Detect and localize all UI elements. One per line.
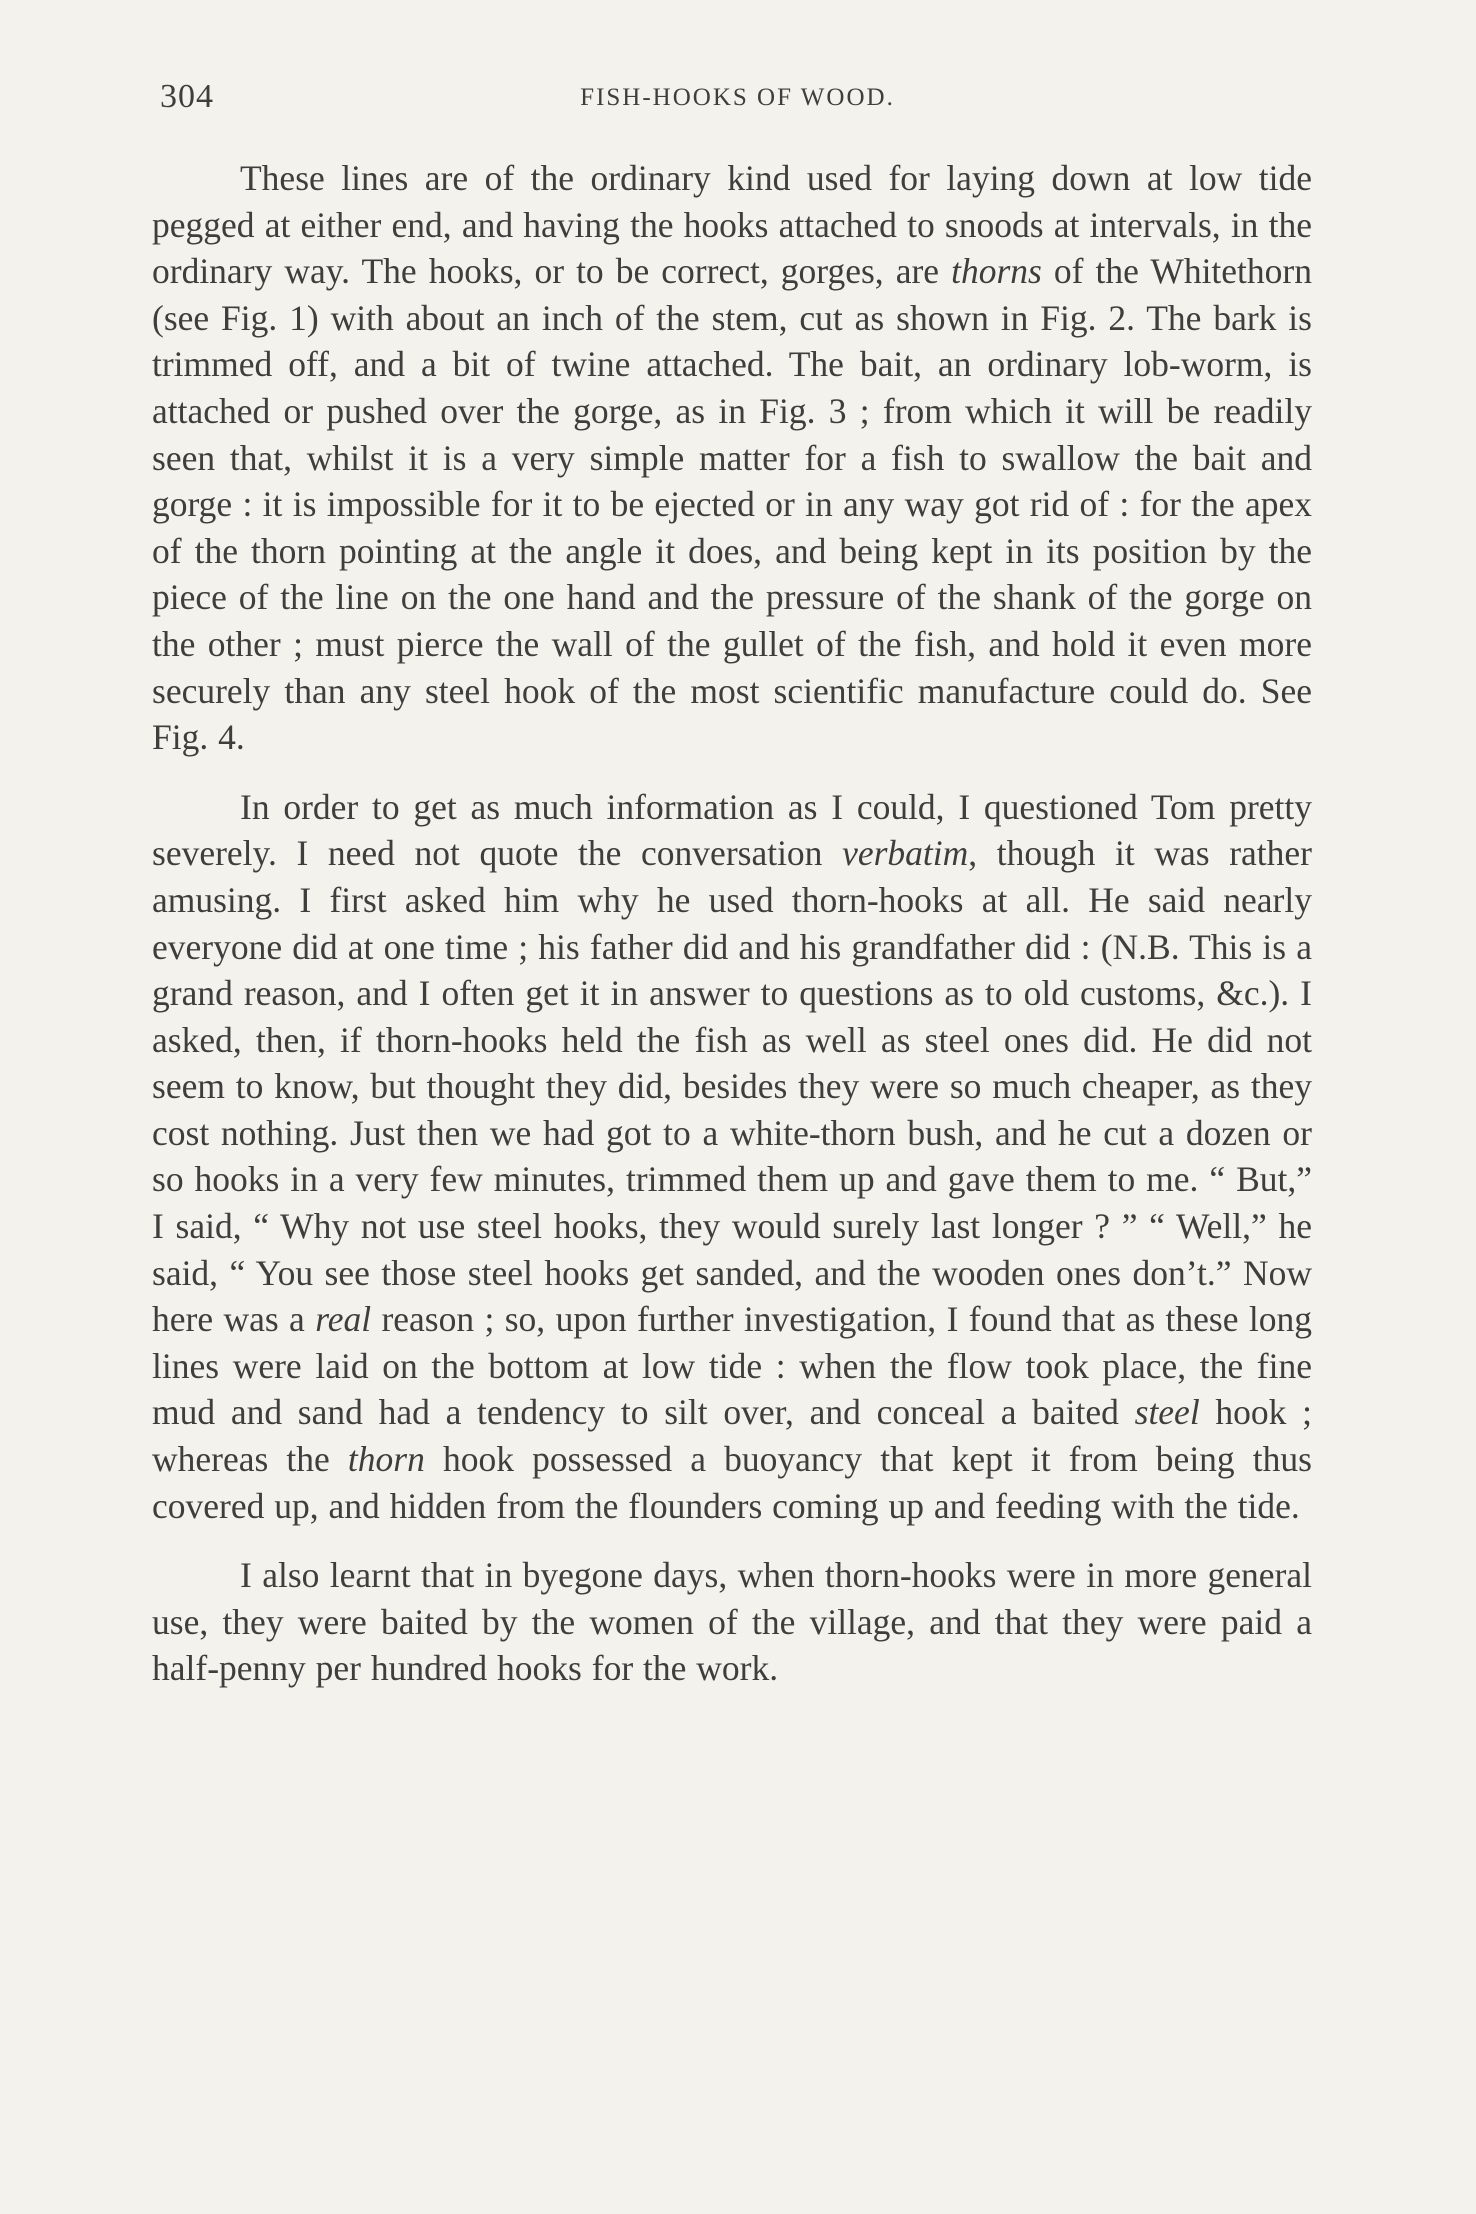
- italic-word: thorns: [951, 251, 1042, 292]
- page-header: [160, 78, 1315, 128]
- body-text: [152, 155, 1312, 1692]
- italic-word: verbatim: [842, 833, 969, 874]
- paragraph-1: [152, 155, 1312, 761]
- text-segment: hook possessed a buoyancy that kept it from being thus covered up, and hidden from the flounders coming up and feeding with the tide.: [152, 1439, 1312, 1526]
- text-segment: These lines are of the ordinary kind used for laying down at low tide pegged at either end, and having the hooks attached to snoods at intervals, in the ordinary way. The hooks, or to be correct, gorges, are: [152, 158, 1312, 292]
- paragraph-2: [152, 784, 1312, 1530]
- running-head: FISH-HOOKS OF WOOD.: [580, 84, 895, 111]
- paragraph-3: [152, 1552, 1312, 1692]
- italic-word: thorn: [347, 1439, 425, 1480]
- text-segment: reason ; so, upon further investigation, I found that as these long lines were laid on the bottom at low tide : when the flow took place, the fine mud and sand had a tendency to silt over, and conceal a baited: [152, 1299, 1312, 1433]
- italic-word: real: [315, 1299, 372, 1340]
- text-segment: of the Whitethorn (see Fig. 1) with about an inch of the stem, cut as shown in Fig. 2. The bark is trimmed off, and a bit of twine attached. The bait, an ordinary lob-worm, is attached or pushed over the gorge, as in Fig. 3 ; from which it will be readily seen that, whilst it is a very simple matter for a fish to swallow the bait and gorge : it is impossible for it to be ejected or in any way got rid of : for the apex of the thorn pointing at the angle it does, and being kept in its position by the piece of the line on the one hand and the pressure of the shank of the gorge on the other ; must pierce the wall of the gullet of the fish, and hold it even more securely than any steel hook of the most scientific manufacture could do. See Fig. 4.: [152, 251, 1312, 758]
- text-segment: I also learnt that in byegone days, when thorn-hooks were in more general use, they were baited by the women of the village, and that they were paid a half-penny per hundred hooks for the work.: [152, 1555, 1312, 1689]
- text-segment: In order to get as much information as I could, I questioned Tom pretty severely. I need not quote the conversation: [152, 786, 1312, 874]
- page-number: 304: [160, 78, 214, 115]
- text-segment: hook ; whereas the: [152, 1392, 1312, 1480]
- text-segment: , though it was rather amusing. I first asked him why he used thorn-hooks at all. He said nearly everyone did at one time ; his father did and his grandfather did : (N.B. This is a grand reason, and I often get it in answer to questions as to old customs, &c.). I asked, then, if thorn-hooks held the fish as well as steel ones did. He did not seem to know, but thought they did, besides they were so much cheaper, as they cost nothing. Just then we had got to a white-thorn bush, and he cut a dozen or so hooks in a very few minutes, trimmed them up and gave them to me. “ But,” I said, “ Why not use steel hooks, they would surely last longer ? ” “ Well,” he said, “ You see those steel hooks get sanded, and the wooden ones don’t.” Now here was a: [152, 833, 1312, 1340]
- italic-word: steel: [1134, 1392, 1200, 1433]
